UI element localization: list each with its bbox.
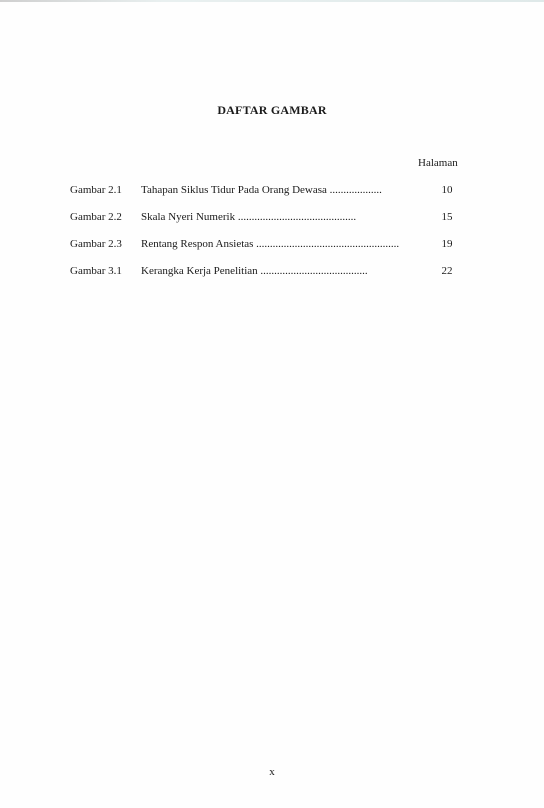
figure-title: Tahapan Siklus Tidur Pada Orang Dewasa ...................: [141, 184, 382, 196]
figure-page-number: 19: [441, 238, 453, 250]
figure-page-number: 15: [441, 211, 453, 223]
figure-title: Kerangka Kerja Penelitian .......................................: [141, 265, 368, 277]
figure-list-item: [70, 264, 460, 278]
figure-label: Gambar 2.3: [70, 238, 122, 250]
figure-list-item: [70, 210, 460, 224]
figure-label: Gambar 2.2: [70, 211, 122, 223]
figure-title: Skala Nyeri Numerik ...........................................: [141, 211, 357, 223]
page-title: DAFTAR GAMBAR: [217, 103, 327, 117]
figure-page-number: 22: [441, 265, 453, 277]
page-column-header: Halaman: [418, 157, 458, 169]
figure-label: Gambar 3.1: [70, 265, 122, 277]
figure-title: Rentang Respon Ansietas ....................................................: [141, 238, 400, 250]
figure-list-item: [70, 183, 460, 197]
scan-edge: [0, 0, 544, 2]
figure-list-item: [70, 237, 460, 251]
figure-page-number: 10: [441, 184, 453, 196]
page-number: x: [269, 766, 275, 778]
figure-label: Gambar 2.1: [70, 184, 122, 196]
